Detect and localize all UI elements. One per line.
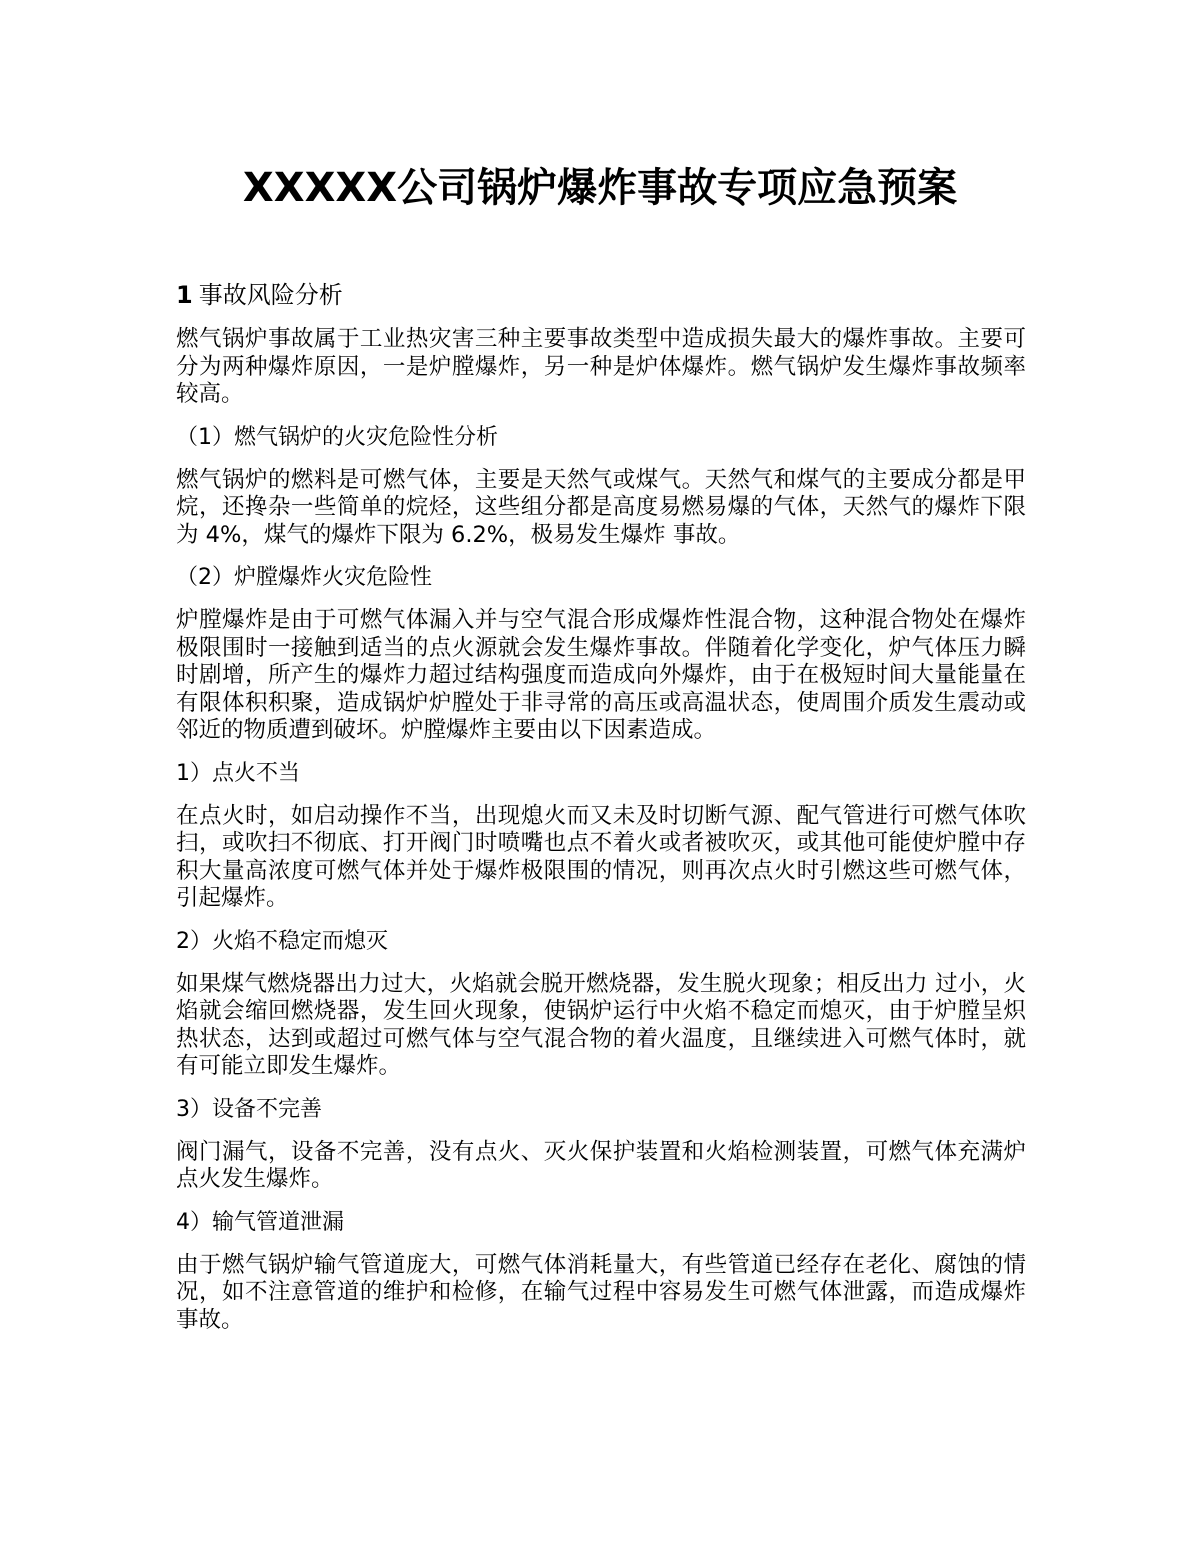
subheading-pipeline-leak: 4）输气管道泄漏: [176, 1209, 344, 1235]
paragraph-intro: 燃气锅炉事故属于工业热灾害三种主要事故类型中造成损失最大的爆炸事故。主要可分为两种爆炸原因，一是炉膛爆炸，另一种是炉体爆炸。燃气锅炉发生爆炸事故频率较高。: [176, 326, 1026, 407]
paragraph-flame-unstable: 如果煤气燃烧器出力过大，火焰就会脱开燃烧器，发生脱火现象；相反出力 过小，火焰就会缩回燃烧器，发生回火现象，使锅炉运行中火焰不稳定而熄灭，由于炉膛呈炽热状态，达到或超过可燃气体与空气混合物的着火温度，且继续进入可燃气体时，就有可能立即发生爆炸。: [176, 970, 1026, 1079]
section-title: 事故风险分析: [198, 281, 343, 309]
paragraph-furnace-explosion: 炉膛爆炸是由于可燃气体漏入并与空气混合形成爆炸性混合物，这种混合物处在爆炸极限围时一接触到适当的点火源就会发生爆炸事故。伴随着化学变化，炉气体压力瞬时剧增，所产生的爆炸力超过结构强度而造成向外爆炸，由于在极短时间大量能量在有限体积积聚，造成锅炉炉膛处于非寻常的高压或高温状态，使周围介质发生震动或邻近的物质遭到破坏。炉膛爆炸主要由以下因素造成。: [176, 607, 1026, 743]
paragraph-fuel: 燃气锅炉的燃料是可燃气体，主要是天然气或煤气。天然气和煤气的主要成分都是甲烷，还搀杂一些简单的烷烃，这些组分都是高度易燃易爆的气体，天然气的爆炸下限为 4%，煤气的爆炸下限为 6.2%，极易发生爆炸 事故。: [176, 466, 1026, 548]
subheading-ignition: 1）点火不当: [176, 760, 300, 786]
subheading-equipment: 3）设备不完善: [176, 1096, 322, 1122]
paragraph-ignition: 在点火时，如启动操作不当，出现熄火而又未及时切断气源、配气管进行可燃气体吹扫，或吹扫不彻底、打开阀门时喷嘴也点不着火或者被吹灭，或其他可能使炉膛中存积大量高浓度可燃气体并处于爆炸极限围的情况，则再次点火时引燃这些可燃气体，引起爆炸。: [176, 802, 1026, 911]
section-heading: [176, 278, 1026, 312]
subheading-furnace-explosion: （2）炉膛爆炸火灾危险性: [176, 565, 432, 590]
document-body: [176, 278, 1026, 1348]
document-title: XXXXX公司锅炉爆炸事故专项应急预案: [242, 165, 958, 211]
subheading-flame-unstable: 2）火焰不稳定而熄灭: [176, 928, 388, 954]
subheading-fire-risk: （1）燃气锅炉的火灾危险性分析: [176, 424, 498, 450]
paragraph-equipment: 阀门漏气，设备不完善，没有点火、灭火保护装置和火焰检测装置，可燃气体充满炉点火发生爆炸。: [176, 1138, 1026, 1192]
section-number: 1: [176, 281, 193, 309]
paragraph-pipeline-leak: 由于燃气锅炉输气管道庞大，可燃气体消耗量大，有些管道已经存在老化、腐蚀的情况，如不注意管道的维护和检修，在输气过程中容易发生可燃气体泄露，而造成爆炸事故。: [176, 1251, 1026, 1333]
